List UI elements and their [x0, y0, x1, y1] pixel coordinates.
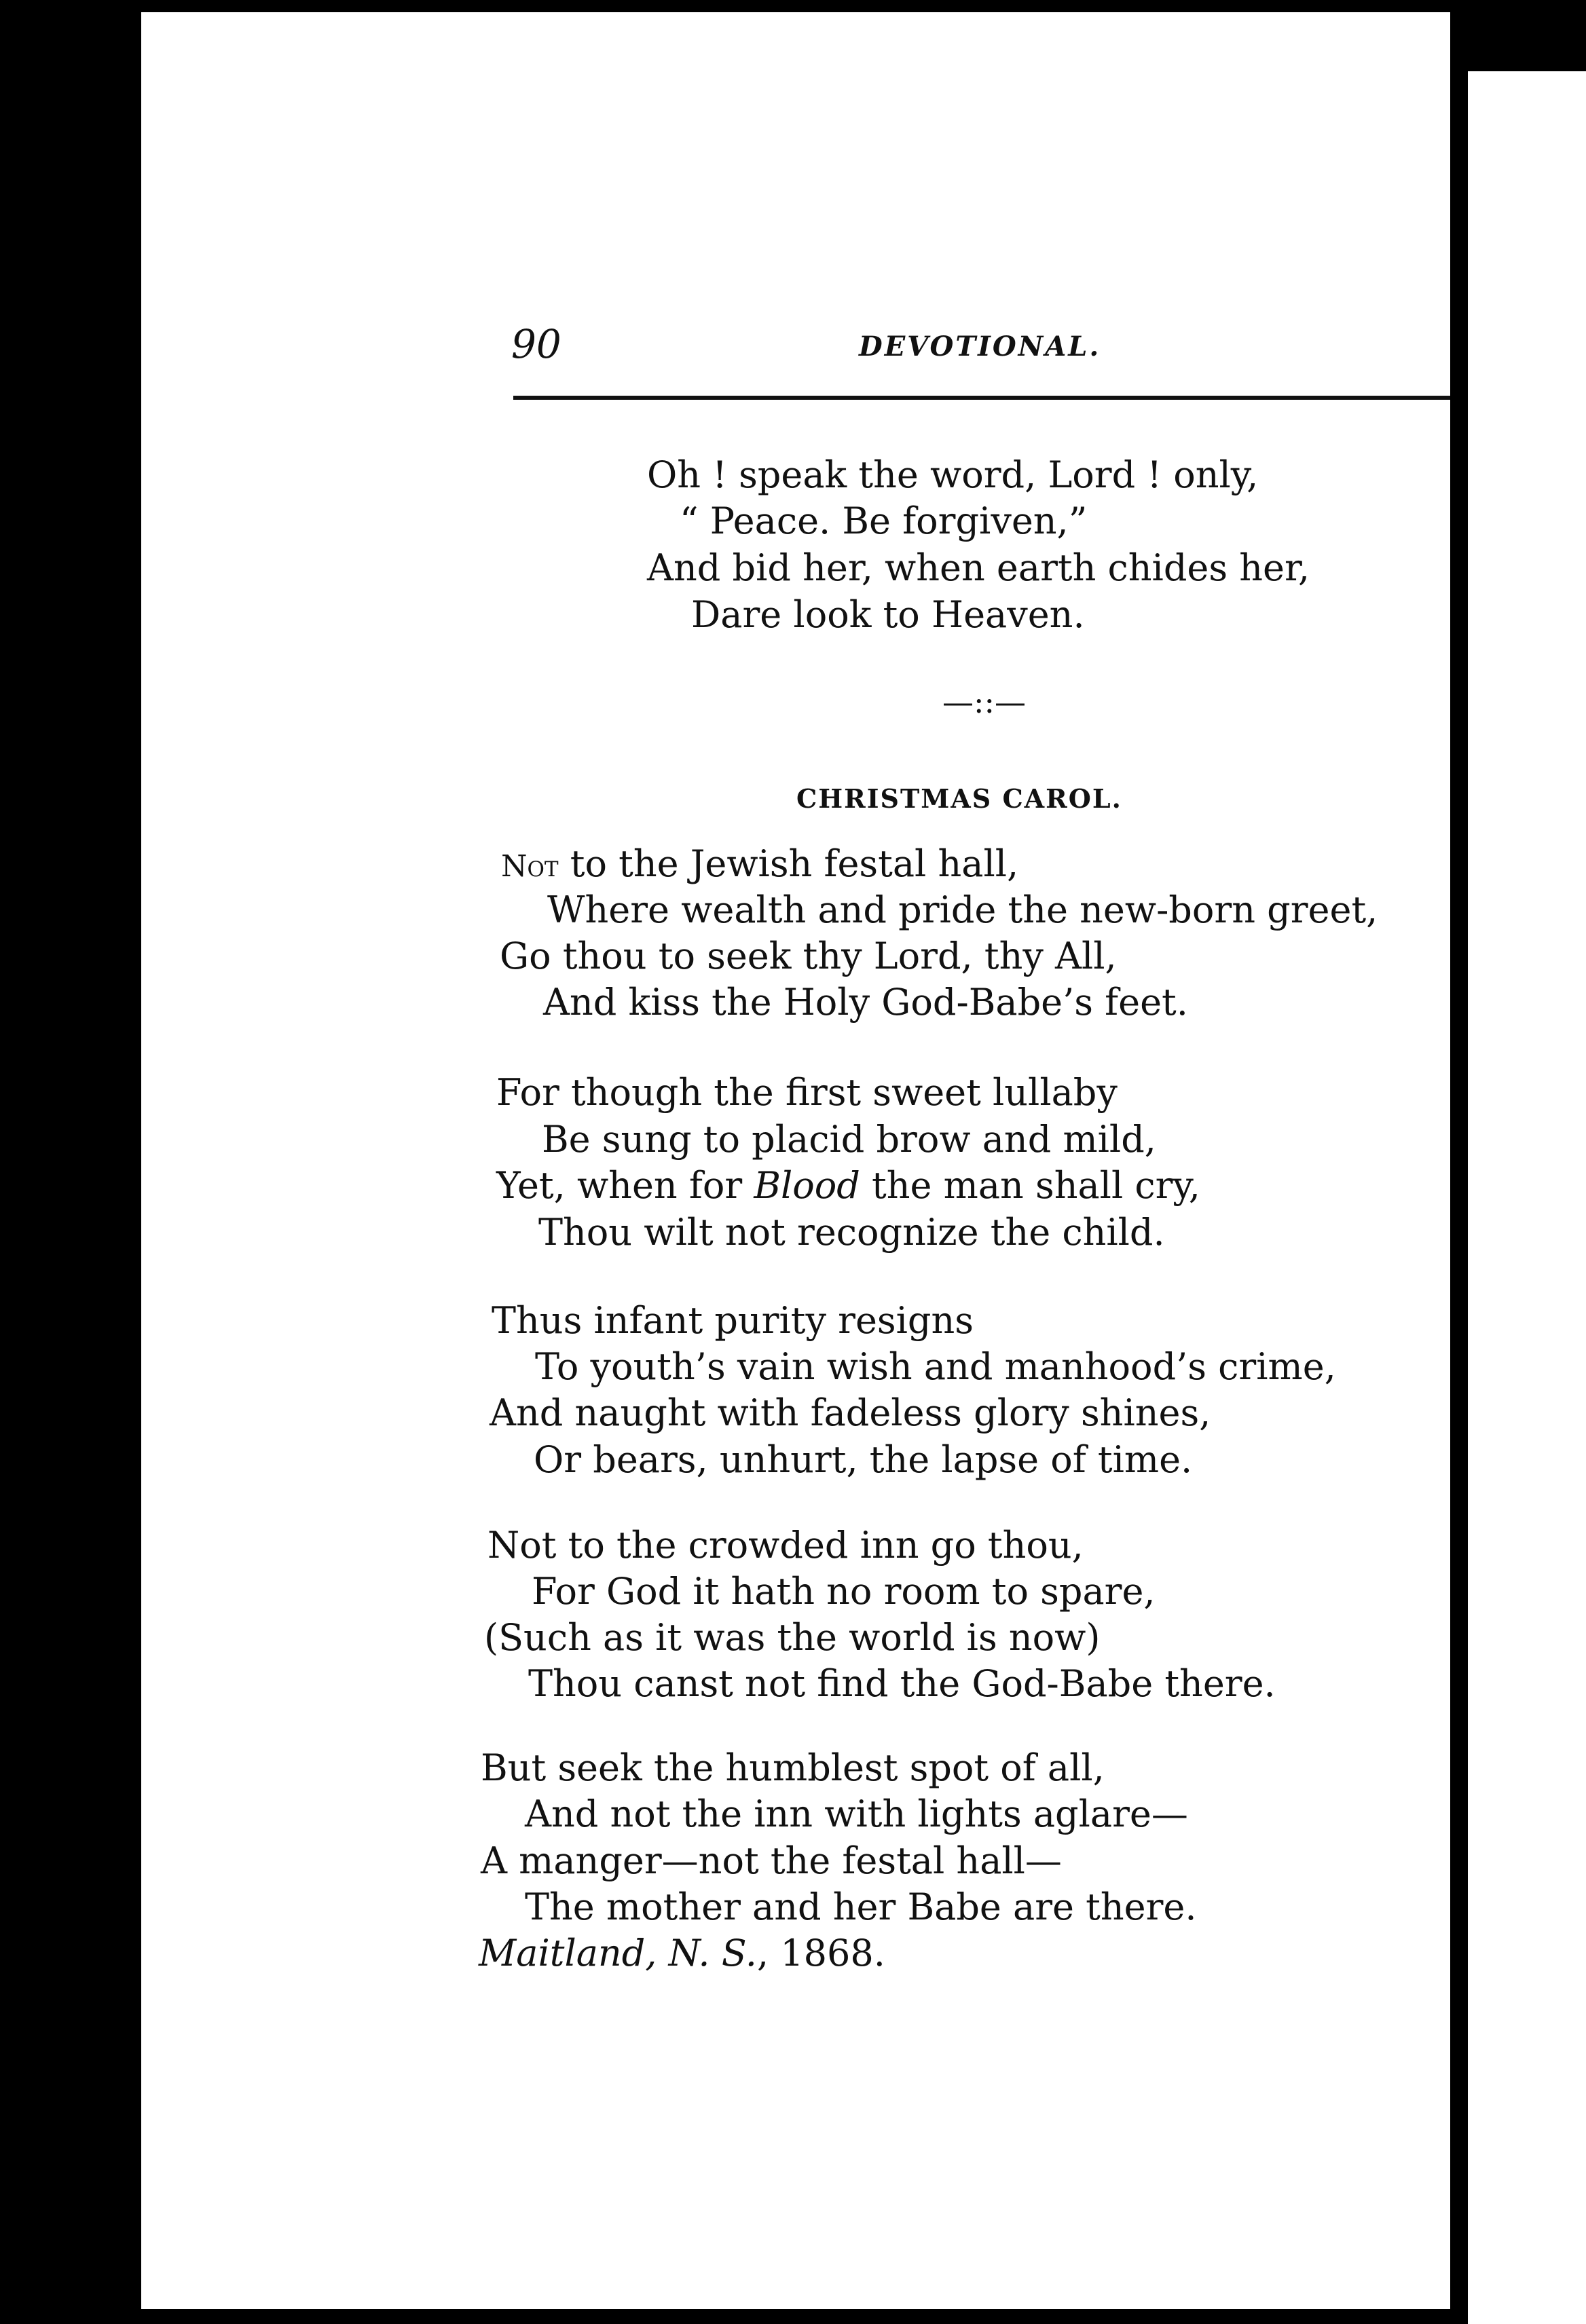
book-page: [141, 12, 1450, 2309]
poem-line-text: Yet, when for: [496, 1164, 754, 1207]
prev-stanza-line: “ Peace. Be forgiven,”: [680, 500, 1088, 542]
poem-line-text: to the Jewish festal hall,: [558, 842, 1019, 885]
facing-page-edge: [1468, 71, 1586, 2324]
poem-line: Go thou to seek thy Lord, thy All,: [500, 935, 1117, 977]
poem-line: And naught with fadeless glory shines,: [490, 1391, 1211, 1434]
poem-line: But seek the humblest spot of all,: [481, 1746, 1105, 1789]
poem-line: Be sung to placid brow and mild,: [542, 1118, 1156, 1161]
italic-word: Blood: [754, 1164, 860, 1207]
poem-signature: [479, 1932, 885, 1974]
prev-stanza-line: Oh ! speak the word, Lord ! only,: [647, 453, 1259, 496]
dropcap-word: Not: [501, 849, 559, 884]
poem-line: For though the first sweet lullaby: [496, 1071, 1118, 1114]
poem-line: For God it hath no room to spare,: [532, 1570, 1156, 1613]
poem-line: Not to the crowded inn go thou,: [487, 1524, 1084, 1567]
poem-line: Or bears, unhurt, the lapse of time.: [534, 1438, 1193, 1481]
poem-line: [501, 842, 1019, 885]
poem-line: Thou canst not find the God-Babe there.: [528, 1662, 1276, 1705]
header-rule: [513, 396, 1450, 400]
poem-line-text: the man shall cry,: [860, 1164, 1200, 1207]
poem-line: And kiss the Holy God-Babe’s feet.: [543, 981, 1188, 1024]
poem-line: Thou wilt not recognize the child.: [538, 1211, 1165, 1254]
poem-line: And not the inn with lights aglare—: [525, 1793, 1188, 1835]
prev-stanza-line: Dare look to Heaven.: [691, 593, 1085, 636]
running-head: DEVOTIONAL.: [859, 331, 1101, 362]
poem-line: (Such as it was the world is now): [484, 1616, 1101, 1659]
prev-stanza-line: And bid her, when earth chides her,: [647, 546, 1310, 589]
poem-line: Thus infant purity resigns: [492, 1299, 974, 1342]
poem-line: The mother and her Babe are there.: [525, 1886, 1197, 1928]
signature-place: Maitland, N. S.: [479, 1932, 757, 1974]
poem-line: A manger—not the festal hall—: [481, 1839, 1062, 1882]
poem-line: [496, 1164, 1200, 1207]
signature-year: , 1868.: [756, 1932, 885, 1974]
section-separator: —::—: [942, 683, 1026, 720]
poem-line: To youth’s vain wish and manhood’s crime,: [535, 1345, 1336, 1388]
poem-line: Where wealth and pride the new-born greet,: [547, 888, 1378, 931]
poem-title: CHRISTMAS CAROL.: [796, 783, 1122, 814]
page-number: 90: [511, 321, 561, 367]
